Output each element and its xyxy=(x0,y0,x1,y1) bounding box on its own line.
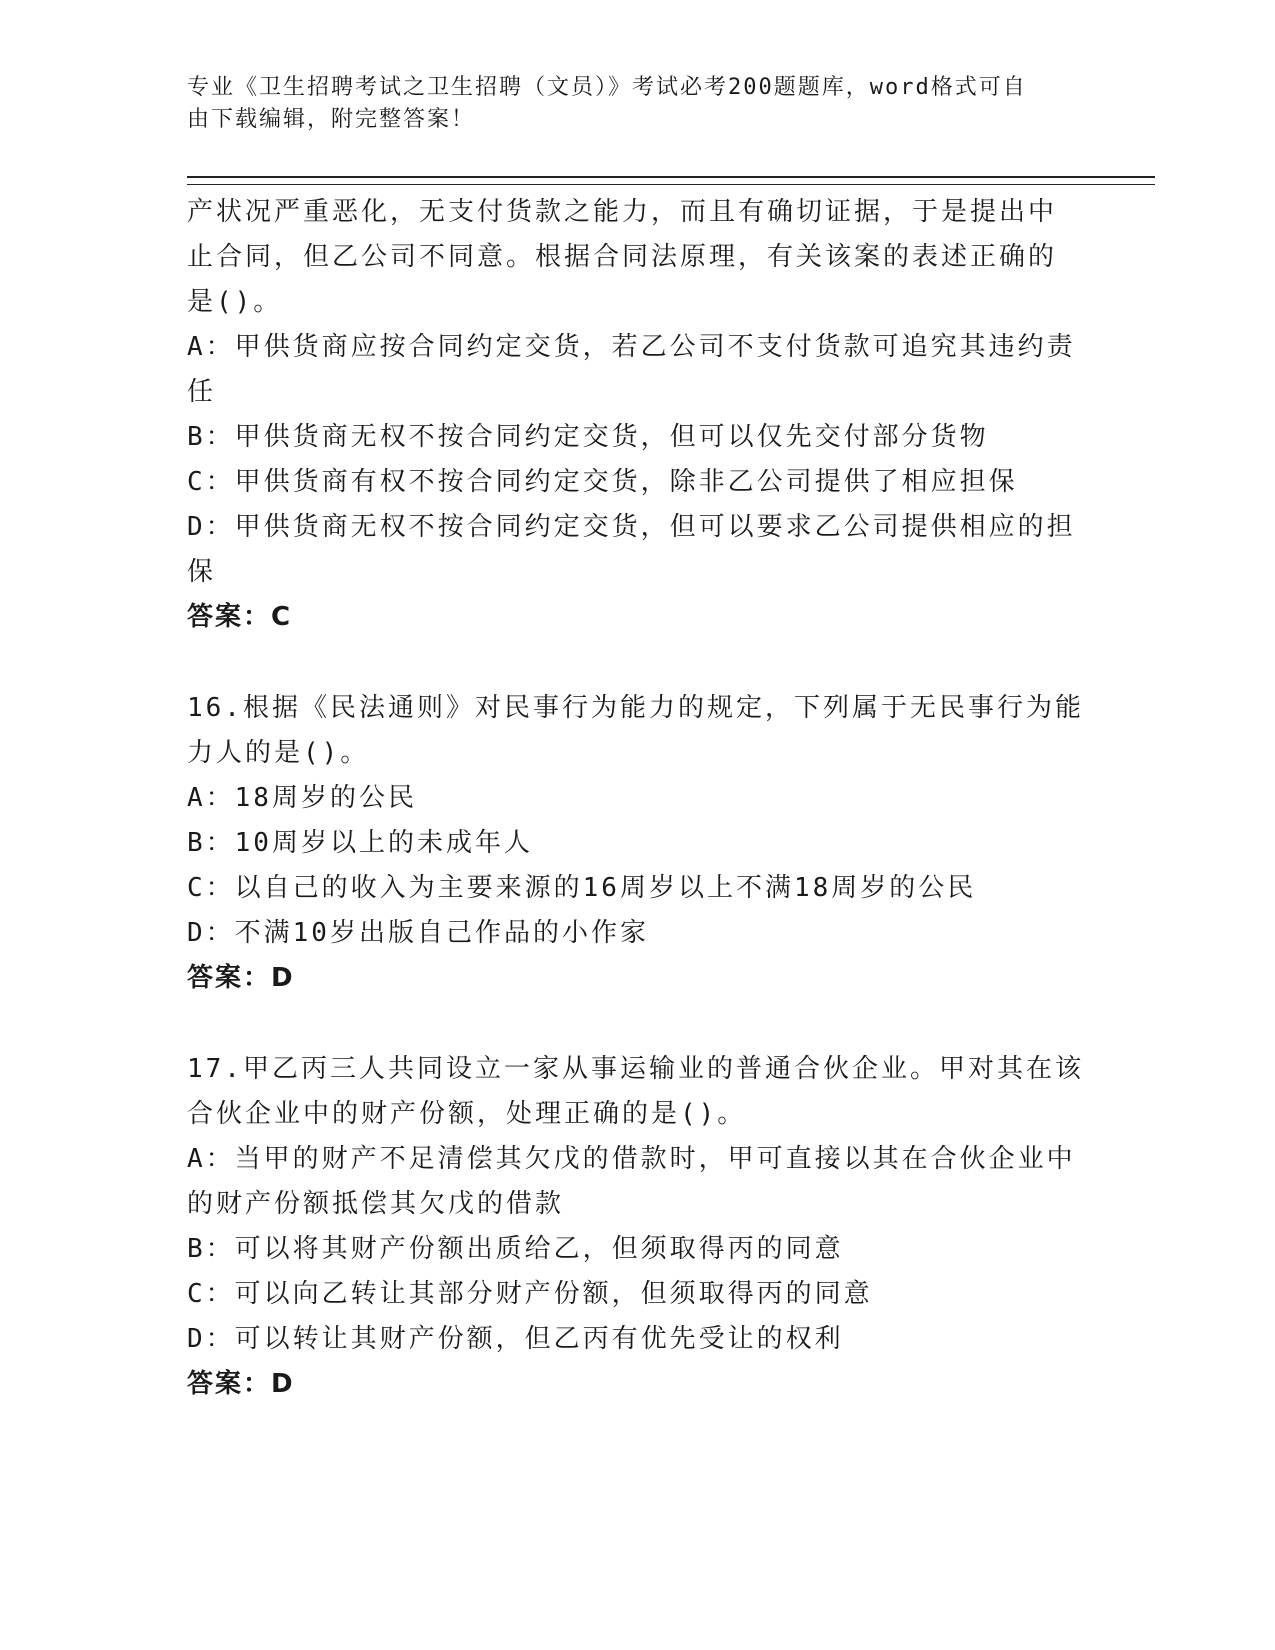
question-stem-line: 17.甲乙丙三人共同设立一家从事运输业的普通合伙企业。甲对其在该 xyxy=(187,1054,1084,1084)
option-d: D：不满10岁出版自己作品的小作家 xyxy=(187,918,649,948)
option-d-continuation: 保 xyxy=(187,557,217,587)
document-header xyxy=(187,72,1067,136)
question-16 xyxy=(187,686,1084,1001)
answer-label: 答案：C xyxy=(187,602,293,632)
question-stem-line: 合伙企业中的财产份额，处理正确的是()。 xyxy=(187,1099,747,1129)
option-a-continuation: 任 xyxy=(187,377,217,407)
option-b: B：可以将其财产份额出质给乙，但须取得丙的同意 xyxy=(187,1234,844,1264)
option-c: C：甲供货商有权不按合同约定交货，除非乙公司提供了相应担保 xyxy=(187,467,1018,497)
question-stem-line: 16.根据《民法通则》对民事行为能力的规定，下列属于无民事行为能 xyxy=(187,693,1084,723)
option-c: C：以自己的收入为主要来源的16周岁以上不满18周岁的公民 xyxy=(187,873,977,903)
question-17 xyxy=(187,1047,1084,1407)
question-stem-line: 力人的是()。 xyxy=(187,738,370,768)
option-d: D：可以转让其财产份额，但乙丙有优先受让的权利 xyxy=(187,1324,844,1354)
question-stem-line: 产状况严重恶化，无支付货款之能力，而且有确切证据，于是提出中 xyxy=(187,197,1058,227)
answer-label: 答案：D xyxy=(187,1369,295,1399)
option-b: B：10周岁以上的未成年人 xyxy=(187,828,533,858)
option-c: C：可以向乙转让其部分财产份额，但须取得丙的同意 xyxy=(187,1279,873,1309)
question-spacer xyxy=(187,640,1077,686)
header-title-line-1: 专业《卫生招聘考试之卫生招聘（文员）》考试必考200题题库，word格式可自 xyxy=(187,75,1027,100)
option-b: B：甲供货商无权不按合同约定交货，但可以仅先交付部分货物 xyxy=(187,422,989,452)
question-15 xyxy=(187,190,1077,640)
header-title-line-2: 由下载编辑，附完整答案！ xyxy=(187,107,476,132)
question-stem-line: 是()。 xyxy=(187,287,283,317)
answer-label: 答案：D xyxy=(187,963,295,993)
option-a: A：甲供货商应按合同约定交货，若乙公司不支付货款可追究其违约责 xyxy=(187,332,1076,362)
header-divider xyxy=(187,176,1155,185)
option-d: D：甲供货商无权不按合同约定交货，但可以要求乙公司提供相应的担 xyxy=(187,512,1076,542)
question-stem-line: 止合同，但乙公司不同意。根据合同法原理，有关该案的表述正确的 xyxy=(187,242,1058,272)
option-a: A：18周岁的公民 xyxy=(187,783,417,813)
option-a-continuation: 的财产份额抵偿其欠戊的借款 xyxy=(187,1189,565,1219)
option-a: A：当甲的财产不足清偿其欠戊的借款时，甲可直接以其在合伙企业中 xyxy=(187,1144,1076,1174)
question-spacer xyxy=(187,1001,1077,1047)
question-list xyxy=(187,190,1084,1407)
